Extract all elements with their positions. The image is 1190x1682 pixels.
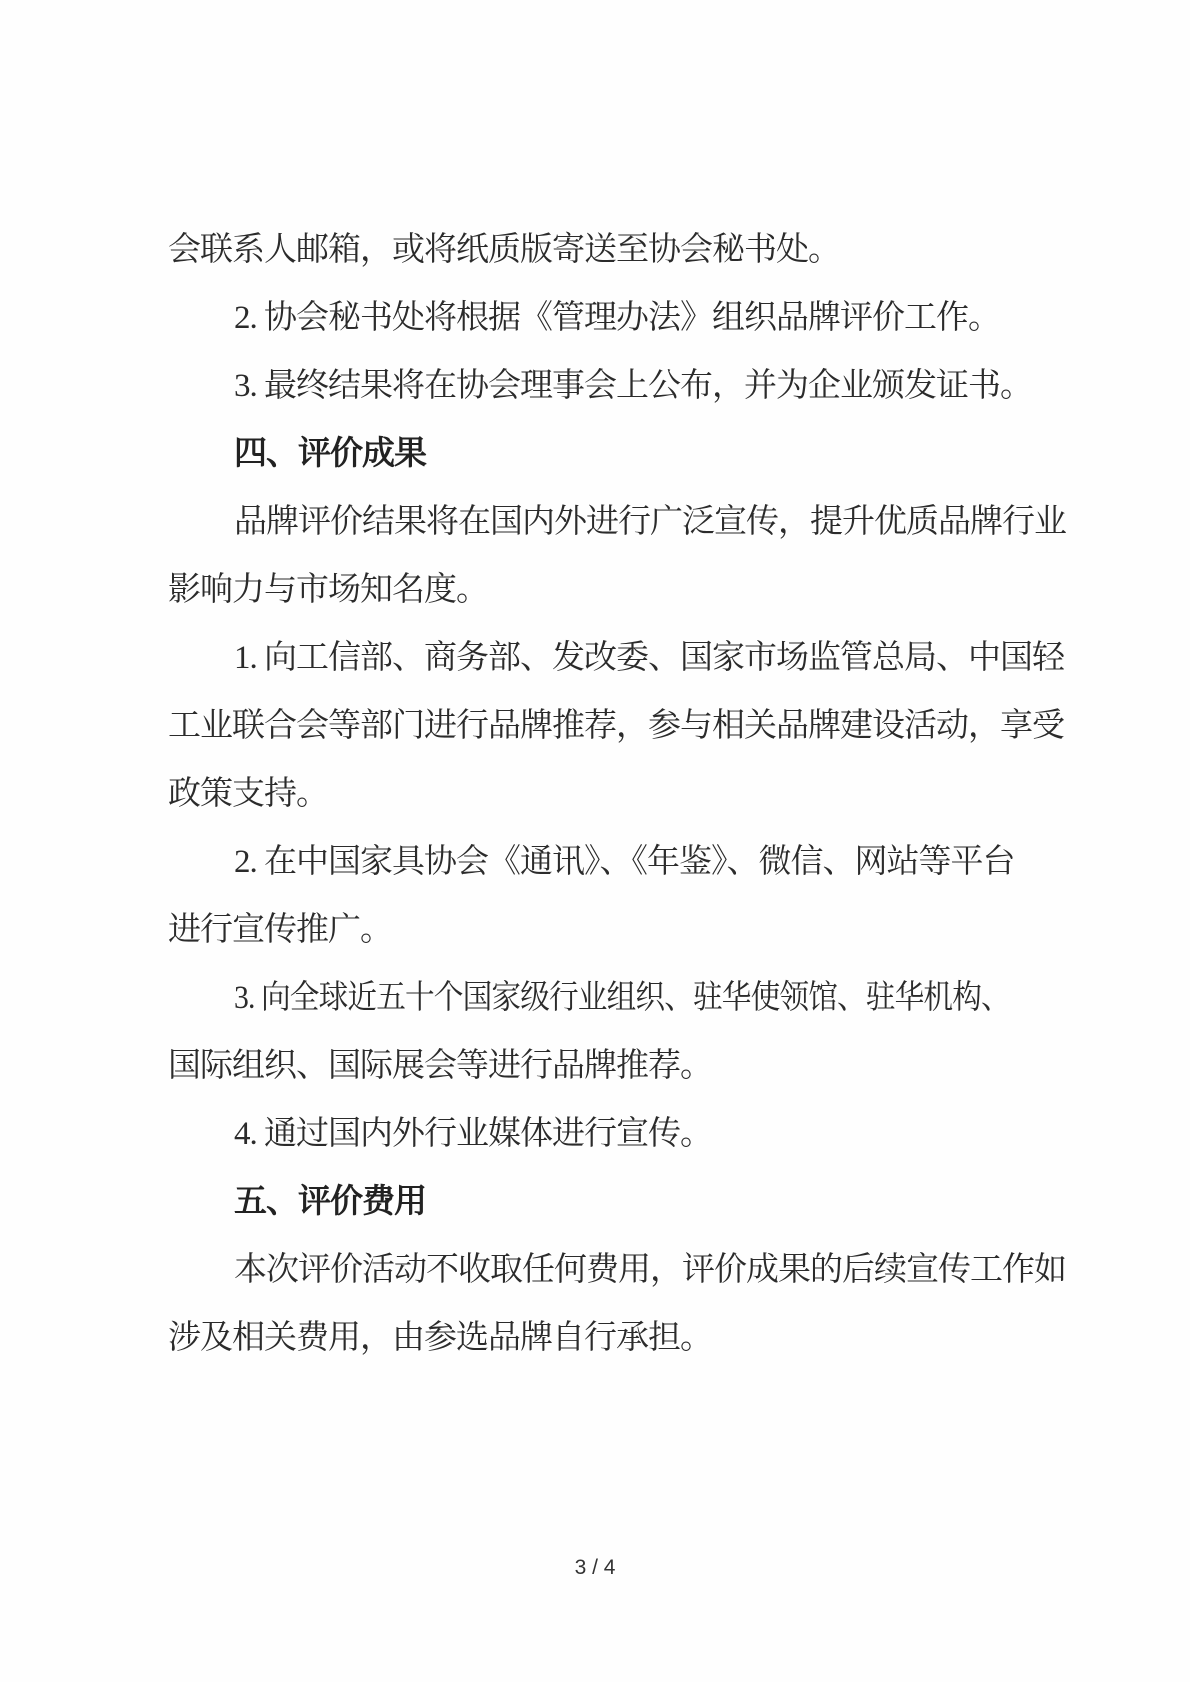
text-line-content: 2. 协会秘书处将根据《管理办法》组织品牌评价工作。 bbox=[234, 300, 1000, 336]
text-line bbox=[168, 1032, 1048, 1100]
text-line-content: 政策支持。 bbox=[168, 776, 328, 812]
text-line-content: 影响力与市场知名度。 bbox=[168, 572, 488, 608]
text-line bbox=[168, 488, 1066, 556]
text-line-content: 进行宣传推广。 bbox=[168, 912, 392, 948]
text-line bbox=[168, 964, 1048, 1032]
text-line-content: 工业联合会等部门进行品牌推荐，参与相关品牌建设活动，享受 bbox=[168, 708, 1064, 744]
text-line bbox=[168, 216, 1048, 284]
heading-text: 五、评价费用 bbox=[234, 1184, 426, 1220]
text-line bbox=[168, 828, 1048, 896]
text-line bbox=[168, 1304, 1048, 1372]
text-line-content: 1. 向工信部、商务部、发改委、国家市场监管总局、中国轻 bbox=[234, 640, 1064, 676]
text-line-content: 国际组织、国际展会等进行品牌推荐。 bbox=[168, 1048, 712, 1084]
text-line bbox=[168, 556, 1048, 624]
text-line-content: 会联系人邮箱，或将纸质版寄送至协会秘书处。 bbox=[168, 232, 840, 268]
text-line-content: 品牌评价结果将在国内外进行广泛宣传，提升优质品牌行业 bbox=[234, 504, 1066, 540]
text-line-content: 4. 通过国内外行业媒体进行宣传。 bbox=[234, 1116, 712, 1152]
text-line-content: 涉及相关费用，由参选品牌自行承担。 bbox=[168, 1320, 712, 1356]
section-heading-evaluation-results bbox=[168, 420, 1048, 488]
text-line-content: 3. 最终结果将在协会理事会上公布，并为企业颁发证书。 bbox=[234, 368, 1032, 404]
text-line-content: 本次评价活动不收取任何费用，评价成果的后续宣传工作如 bbox=[234, 1252, 1066, 1288]
text-line bbox=[168, 1100, 1048, 1168]
section-heading-evaluation-fees bbox=[168, 1168, 1048, 1236]
text-line bbox=[168, 352, 1048, 420]
page-number: 3 / 4 bbox=[574, 1556, 616, 1579]
text-line bbox=[168, 1236, 1066, 1304]
text-line-content: 2. 在中国家具协会《通讯》、《年鉴》、微信、网站等平台 bbox=[234, 844, 1015, 880]
text-line bbox=[168, 692, 1064, 760]
text-line bbox=[168, 896, 1048, 964]
text-line bbox=[168, 284, 1048, 352]
text-line bbox=[168, 760, 1048, 828]
document-body bbox=[168, 216, 1066, 1372]
text-line-content: 3. 向全球近五十个国家级行业组织、驻华使领馆、驻华机构、 bbox=[234, 980, 1010, 1016]
text-line bbox=[168, 624, 1064, 692]
heading-text: 四、评价成果 bbox=[234, 436, 426, 472]
